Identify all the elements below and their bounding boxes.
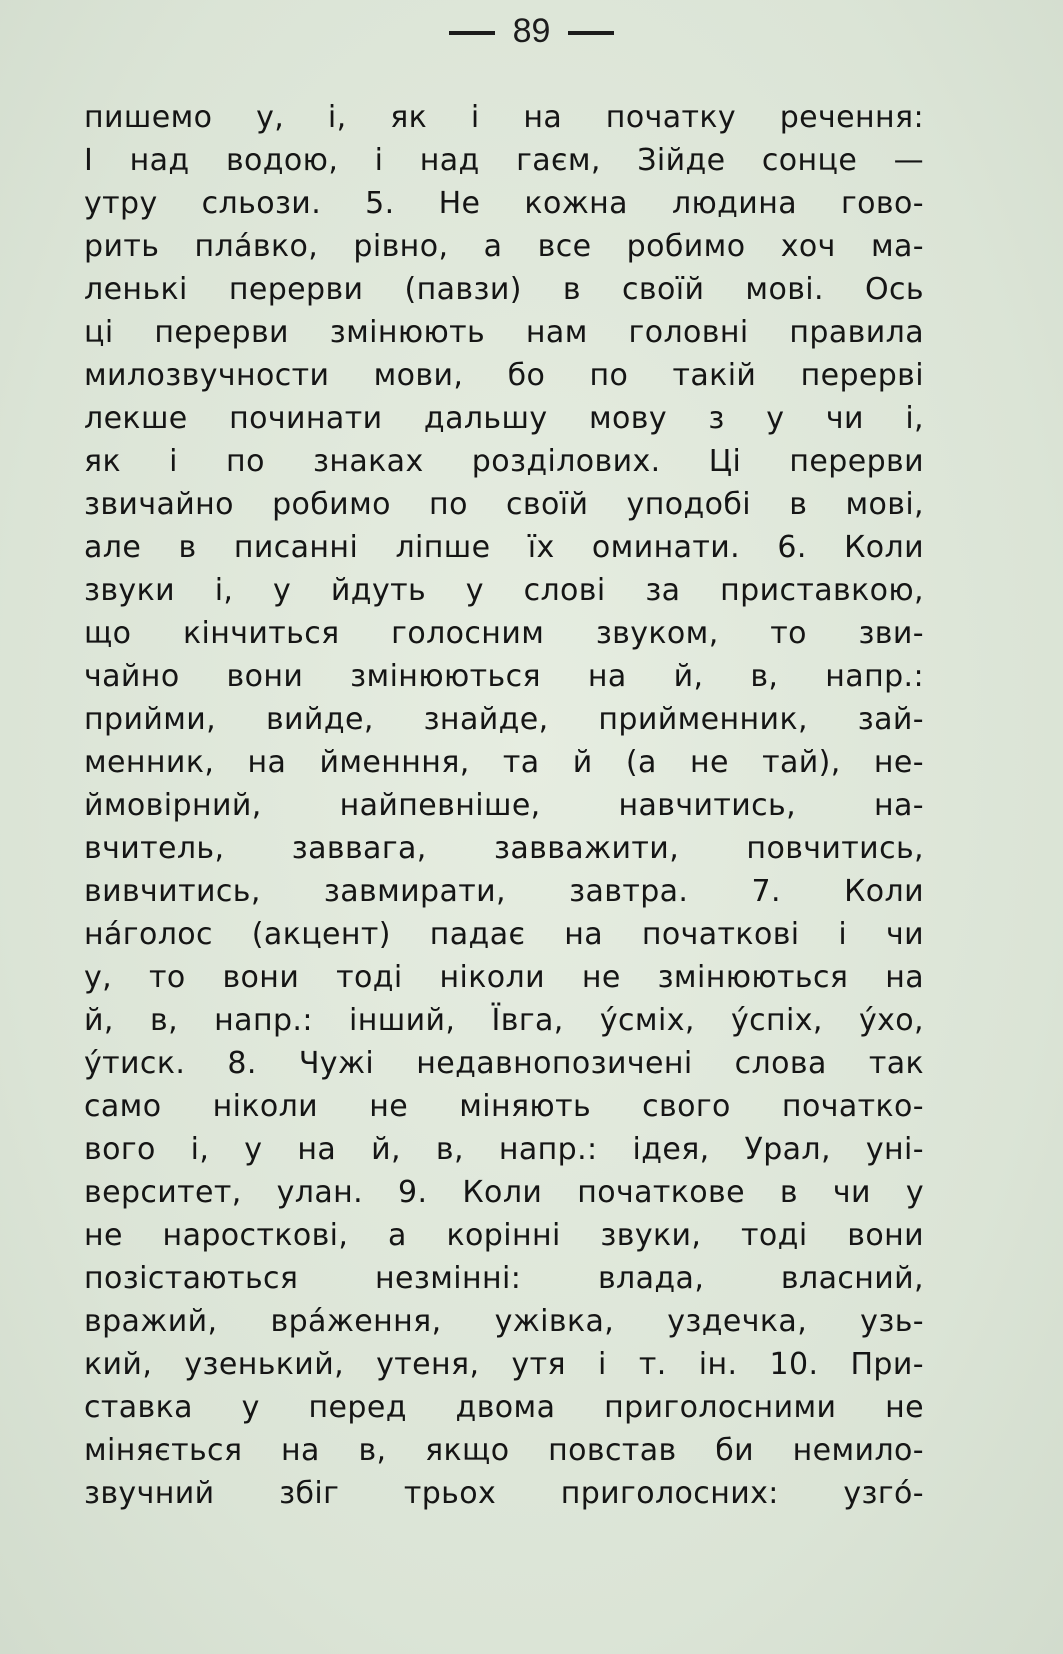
text-line: І над водою, і над гаєм, Зійде сонце —	[84, 143, 924, 178]
text-line: звучний збіг трьох приголосних: узго́-	[84, 1476, 924, 1511]
text-line: прийми, вийде, знайде, прийменник, зай-	[84, 702, 924, 737]
text-line: само ніколи не міняють свого початко-	[84, 1089, 924, 1124]
text-line: міняється на в, якщо повстав би немило-	[84, 1433, 924, 1468]
text-line: вражий, вра́ження, ужівка, уздечка, узь-	[84, 1304, 924, 1339]
page-header	[0, 12, 1063, 51]
text-line: утру сльози. 5. Не кожна людина гово-	[84, 186, 924, 221]
text-line: вого і, у на й, в, напр.: ідея, Урал, уні-	[84, 1132, 924, 1167]
text-line: лекше починати дальшу мову з у чи і,	[84, 401, 924, 436]
text-line: вивчитись, завмирати, завтра. 7. Коли	[84, 874, 924, 909]
text-line: менник, на йменння, та й (а не тай), не-	[84, 745, 924, 780]
header-dash-left	[449, 31, 495, 35]
text-line: вчитель, заввага, завважити, повчитись,	[84, 831, 924, 866]
text-line: як і по знаках розділових. Ці перерви	[84, 444, 924, 479]
text-line: у, то вони тоді ніколи не змінюються на	[84, 960, 924, 995]
text-line: що кінчиться голосним звуком, то зви-	[84, 616, 924, 651]
page-number: 89	[512, 12, 551, 50]
text-line: чайно вони змінюються на й, в, напр.:	[84, 659, 924, 694]
text-line: пишемо у, і, як і на початку речення:	[84, 100, 924, 135]
body-text	[84, 96, 924, 1515]
text-line: милозвучности мови, бо по такій перерві	[84, 358, 924, 393]
text-line: не наросткові, а корінні звуки, тоді вони	[84, 1218, 924, 1253]
text-line: кий, узенький, утеня, утя і т. ін. 10. При-	[84, 1347, 924, 1382]
text-line: звичайно робимо по своїй уподобі в мові,	[84, 487, 924, 522]
text-line: ймовірний, найпевніше, навчитись, на-	[84, 788, 924, 823]
text-line: й, в, напр.: інший, Ївга, у́сміх, у́спіх, у́хо,	[84, 1003, 924, 1038]
text-line: ленькі перерви (павзи) в своїй мові. Ось	[84, 272, 924, 307]
text-line: рить пла́вко, рівно, а все робимо хоч ма-	[84, 229, 924, 264]
text-line: звуки і, у йдуть у слові за приставкою,	[84, 573, 924, 608]
header-dash-right	[568, 31, 614, 35]
text-line: позістаються незмінні: влада, власний,	[84, 1261, 924, 1296]
text-line: на́голос (акцент) падає на початкові і чи	[84, 917, 924, 952]
text-line: ці перерви змінюють нам головні правила	[84, 315, 924, 350]
text-line: верситет, улан. 9. Коли початкове в чи у	[84, 1175, 924, 1210]
text-line: але в писанні ліпше їх оминати. 6. Коли	[84, 530, 924, 565]
text-line: у́тиск. 8. Чужі недавнопозичені слова так	[84, 1046, 924, 1081]
text-line: ставка у перед двома приголосними не	[84, 1390, 924, 1425]
